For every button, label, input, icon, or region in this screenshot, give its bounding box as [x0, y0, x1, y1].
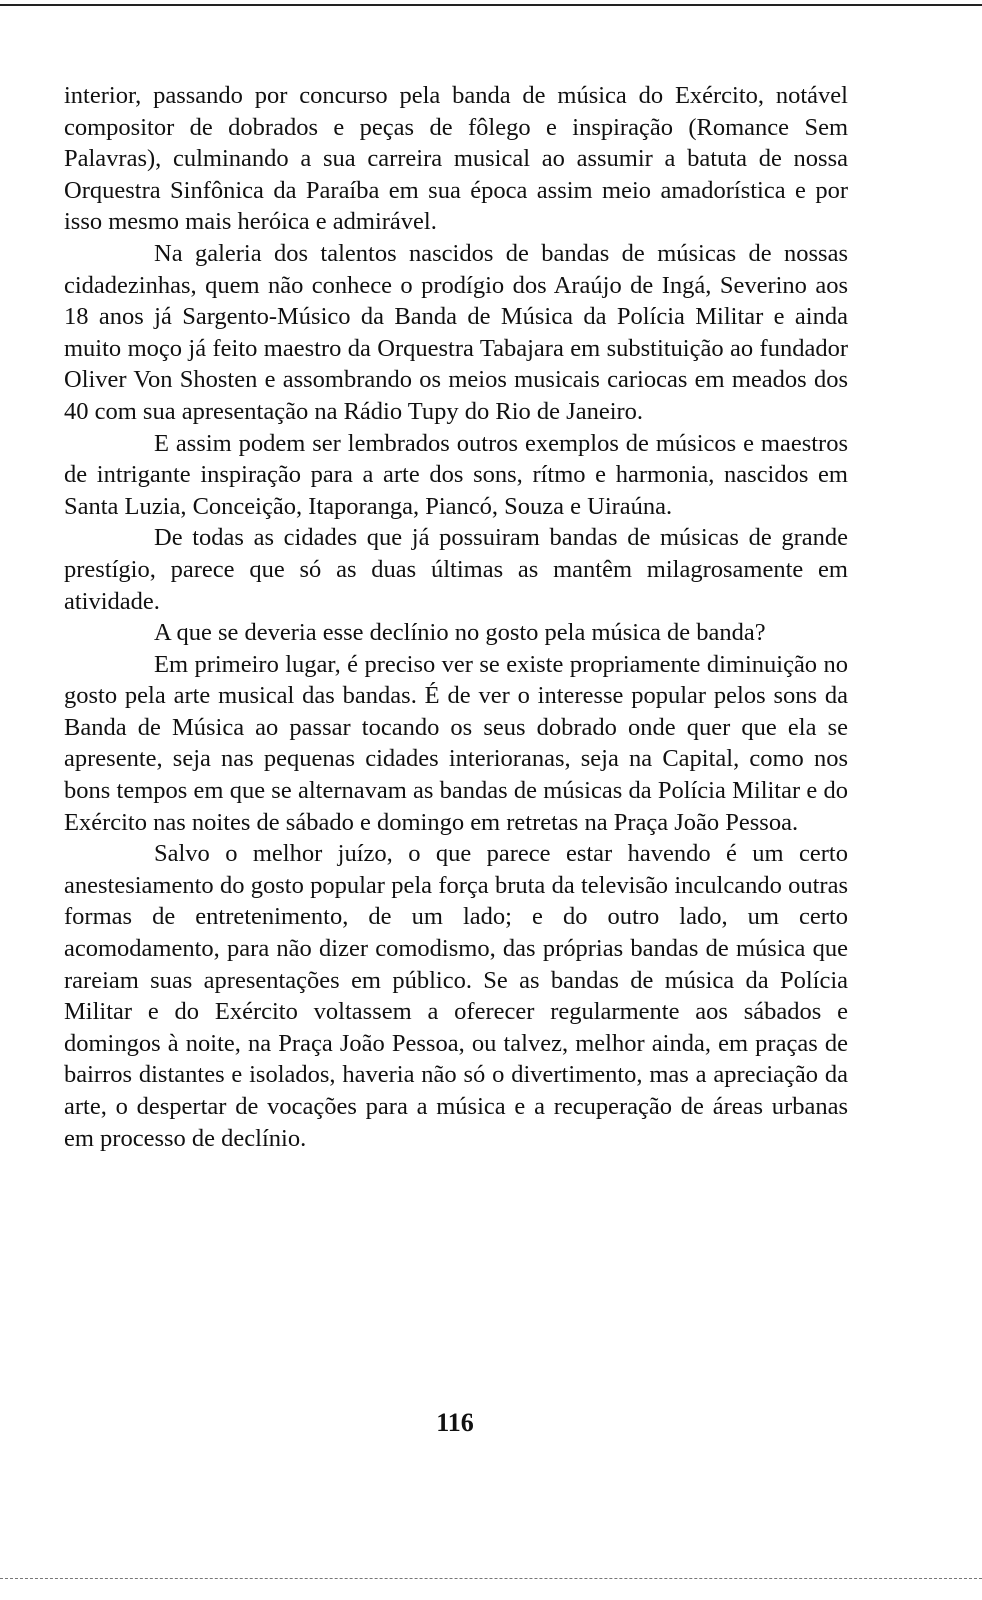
page-number: 116 [436, 1408, 474, 1437]
paragraph: A que se deveria esse declínio no gosto pela música de banda? [154, 619, 766, 647]
body-text [64, 80, 848, 1154]
paragraph: E assim podem ser lembrados outros exemplos de músicos e maestros de intrigante inspiração para a arte dos sons, rítmo e harmonia, nascidos em Santa Luzia, Conceição, Itaporanga, Piancó, Souza e Uiraúna. [64, 429, 848, 520]
bottom-border-line [0, 1578, 982, 1579]
paragraph: De todas as cidades que já possuiram bandas de músicas de grande prestígio, parece que só as duas últimas as mantêm milagrosamente em atividade. [64, 524, 848, 615]
paragraph: Na galeria dos talentos nascidos de bandas de músicas de nossas cidadezinhas, quem não conhece o prodígio dos Araújo de Ingá, Severino aos 18 anos já Sargento-Músico da Banda de Música da Polícia Militar e ainda muito moço já feito maestro da Orquestra Tabajara em substituição ao fundador Oliver Von Shosten e assombrando os meios musicais cariocas em meados dos 40 com sua apresentação na Rádio Tupy do Rio de Janeiro. [64, 239, 848, 425]
paragraph-continuation: interior, passando por concurso pela banda de música do Exército, notável compositor de dobrados e peças de fôlego e inspiração (Romance Sem Palavras), culminando a sua carreira musical ao assumir a batuta de nossa Orquestra Sinfônica da Paraíba em sua época assim meio amadorística e por isso mesmo mais heróica e admirável. [64, 82, 848, 236]
paragraph: Salvo o melhor juízo, o que parece estar havendo é um certo anestesiamento do gosto popular pela força bruta da televisão inculcando outras formas de entretenimento, de um lado; e do outro lado, um certo acomodamento, para não dizer comodismo, das próprias bandas de música que rareiam suas apresentações em público. Se as bandas de música da Polícia Militar e do Exército voltassem a oferecer regularmente aos sábados e domingos à noite, na Praça João Pessoa, ou talvez, melhor ainda, em praças de bairros distantes e isolados, haveria não só o divertimento, mas a apreciação da arte, o despertar de vocações para a música e a recuperação de áreas urbanas em processo de declínio. [64, 840, 848, 1152]
top-border-line [0, 4, 982, 6]
paragraph: Em primeiro lugar, é preciso ver se existe propriamente diminuição no gosto pela arte musical das bandas. É de ver o interesse popular pelos sons da Banda de Música ao passar tocando os seus dobrado onde quer que ela se apresente, seja nas pequenas cidades interioranas, seja na Capital, como nos bons tempos em que se alternavam as bandas de músicas da Polícia Militar e do Exército nas noites de sábado e domingo em retretas na Praça João Pessoa. [64, 650, 848, 836]
